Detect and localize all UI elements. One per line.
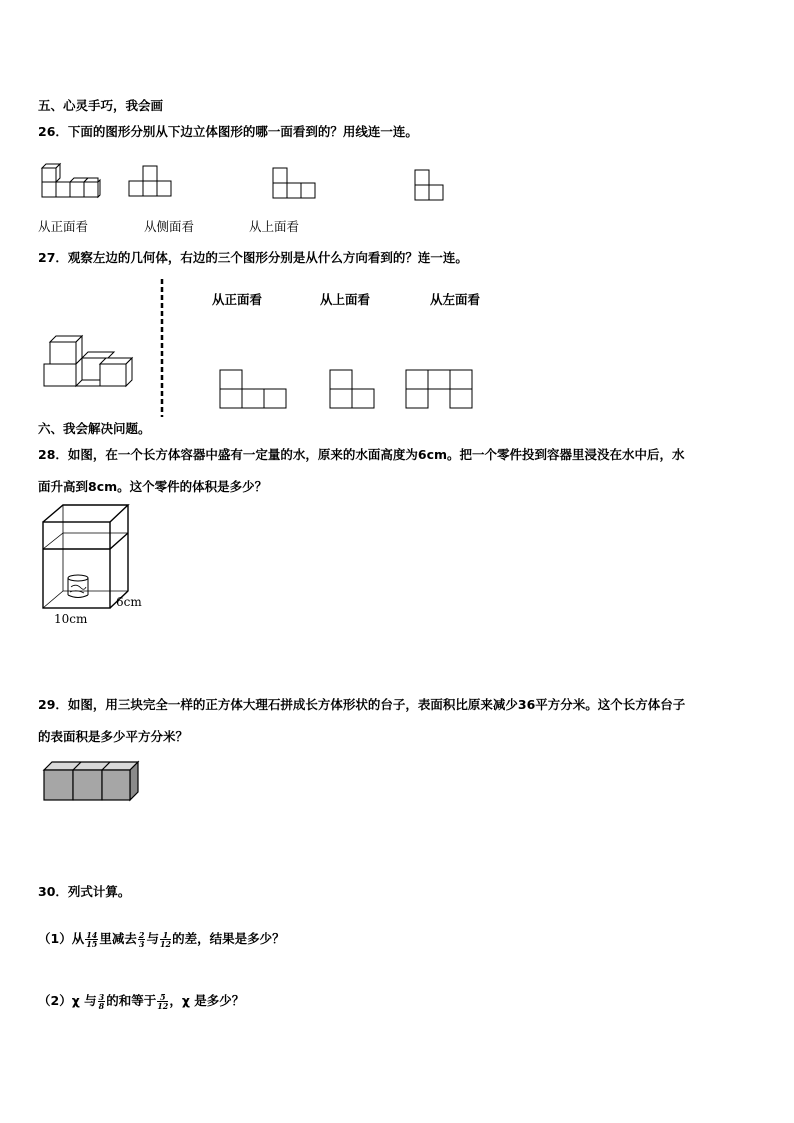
fraction-2-3 (138, 931, 146, 948)
q26-view-shape-1 (128, 164, 178, 200)
q28-depth-label: 6cm (116, 595, 142, 609)
q26-solid-figure (38, 160, 102, 202)
question-28-line-2: 面升高到8cm。这个零件的体积是多少？ (38, 479, 268, 494)
q27-header-front: 从正面看 (212, 292, 263, 307)
q30-part-1 (38, 931, 285, 948)
fraction-numerator: 5 (157, 993, 168, 1002)
fraction-1-12 (160, 931, 171, 948)
q27-header-left: 从左面看 (430, 292, 481, 307)
q27-view-shape-2 (329, 369, 377, 409)
fraction-numerator: 2 (138, 930, 145, 940)
question-28-line-1: 28．如图，在一个长方体容器中盛有一定量的水，原来的水面高度为6cm。把一个零件投到容器里浸没在水中后，水 (38, 447, 685, 462)
fraction-denominator: 12 (159, 939, 172, 949)
q30-p1-text-a: （1）从 (38, 931, 85, 946)
q26-label-side: 从侧面看 (144, 219, 195, 234)
q27-dashed-divider (160, 279, 164, 419)
section-five-title: 五、心灵手巧，我会画 (38, 98, 164, 113)
fraction-3-8 (98, 993, 106, 1010)
fraction-numerator: 1 (160, 931, 171, 940)
question-26-text: 26．下面的图形分别从下边立体图形的哪一面看到的？用线连一连。 (38, 124, 418, 139)
question-29-line-2: 的表面积是多少平方分米？ (38, 729, 189, 744)
q28-width-label: 10cm (54, 612, 88, 626)
q30-p1-text-c: 与 (146, 931, 159, 946)
q30-p2-text-b: 的和等于 (106, 993, 157, 1008)
section-six-title: 六、我会解决问题。 (38, 421, 151, 436)
q29-marble-blocks (42, 760, 142, 804)
fraction-denominator: 3 (138, 939, 145, 949)
q27-header-top: 从上面看 (320, 292, 371, 307)
q30-part-2 (38, 993, 244, 1010)
q30-p1-text-d: 的差，结果是多少？ (172, 931, 285, 946)
fraction-numerator: 14 (86, 930, 98, 940)
q26-label-front: 从正面看 (38, 219, 89, 234)
fraction-numerator: 3 (98, 992, 105, 1002)
q27-view-shape-3 (405, 369, 475, 409)
fraction-denominator: 12 (157, 1001, 169, 1011)
question-29-line-1: 29．如图，用三块完全一样的正方体大理石拼成长方体形状的台子，表面积比原来减少36平方分米。这个长方体台子 (38, 697, 686, 712)
fraction-denominator: 15 (86, 939, 98, 949)
question-30-text: 30．列式计算。 (38, 884, 131, 899)
fraction-5-12 (157, 993, 168, 1010)
q26-view-shape-2 (272, 166, 320, 202)
q27-view-shape-1 (219, 369, 289, 409)
q26-label-top: 从上面看 (249, 219, 300, 234)
q30-p2-text-c: ，χ 是多少？ (169, 993, 245, 1008)
q30-p2-text-a: （2）χ 与 (38, 993, 97, 1008)
fraction-14-15 (85, 931, 98, 948)
fraction-denominator: 8 (98, 1001, 105, 1011)
q28-cylinder-part (68, 575, 88, 598)
q30-p1-text-b: 里减去 (99, 931, 137, 946)
question-27-text: 27．观察左边的几何体，右边的三个图形分别是从什么方向看到的？连一连。 (38, 250, 468, 265)
q26-view-shape-3 (414, 168, 448, 206)
q27-solid-figure (40, 334, 144, 394)
